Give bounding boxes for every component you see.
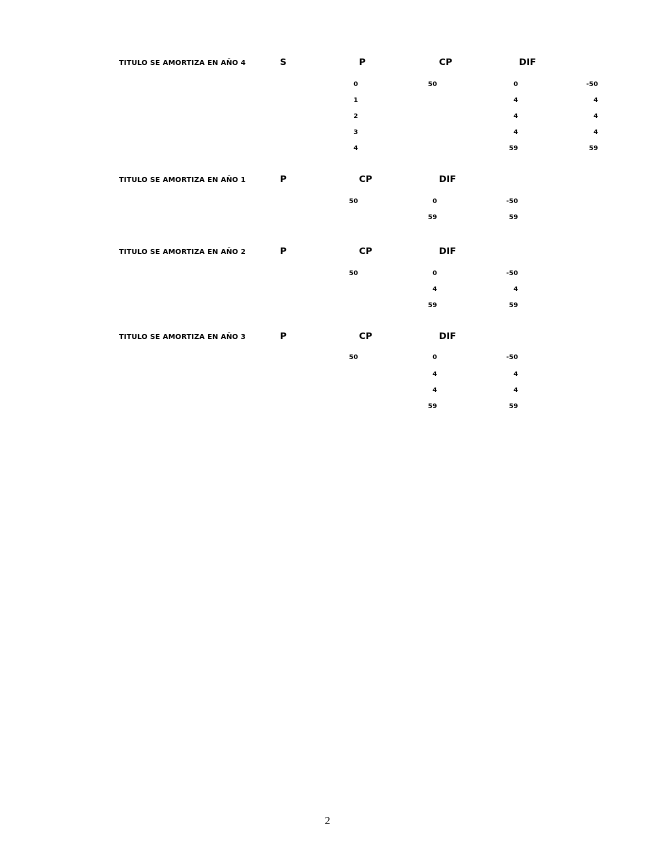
cell-s: 4 <box>353 144 358 152</box>
page-number: 2 <box>324 815 331 827</box>
header-p: P <box>280 175 287 185</box>
cell-dif: 59 <box>588 144 598 152</box>
cell-s: 0 <box>353 80 358 88</box>
cell-cp: 0 <box>432 353 437 361</box>
cell-cp: 0 <box>513 80 518 88</box>
cell-cp: 4 <box>513 112 518 120</box>
cell-p: 50 <box>348 269 358 277</box>
cell-dif: 4 <box>593 128 598 136</box>
cell-cp: 59 <box>427 301 437 309</box>
section-title: TITULO SE AMORTIZA EN AÑO 1 <box>119 176 246 184</box>
cell-cp: 4 <box>432 386 437 394</box>
header-cp: CP <box>359 175 373 185</box>
section-title: TITULO SE AMORTIZA EN AÑO 3 <box>119 333 246 341</box>
cell-cp: 59 <box>427 213 437 221</box>
cell-dif: -50 <box>506 269 518 277</box>
cell-p: 50 <box>348 353 358 361</box>
cell-dif: 4 <box>513 386 518 394</box>
header-s: S <box>280 58 287 68</box>
cell-p: 50 <box>348 197 358 205</box>
header-dif: DIF <box>439 332 456 342</box>
cell-dif: -50 <box>506 353 518 361</box>
cell-dif: 59 <box>508 402 518 410</box>
cell-dif: -50 <box>506 197 518 205</box>
section-title: TITULO SE AMORTIZA EN AÑO 2 <box>119 248 246 256</box>
cell-dif: 59 <box>508 301 518 309</box>
header-cp: CP <box>359 332 373 342</box>
cell-cp: 4 <box>513 96 518 104</box>
header-cp: CP <box>359 247 373 257</box>
header-p: P <box>280 247 287 257</box>
cell-dif: 4 <box>513 370 518 378</box>
cell-cp: 59 <box>427 402 437 410</box>
cell-s: 2 <box>353 112 358 120</box>
cell-dif: -50 <box>586 80 598 88</box>
header-dif: DIF <box>439 175 456 185</box>
cell-dif: 4 <box>593 96 598 104</box>
cell-cp: 0 <box>432 197 437 205</box>
cell-s: 3 <box>353 128 358 136</box>
section-title: TITULO SE AMORTIZA EN AÑO 4 <box>119 59 246 67</box>
cell-cp: 4 <box>432 285 437 293</box>
cell-p: 50 <box>427 80 437 88</box>
cell-cp: 59 <box>508 144 518 152</box>
cell-s: 1 <box>353 96 358 104</box>
cell-cp: 0 <box>432 269 437 277</box>
header-p: P <box>280 332 287 342</box>
header-p: P <box>359 58 366 68</box>
cell-cp: 4 <box>432 370 437 378</box>
header-cp: CP <box>439 58 453 68</box>
cell-dif: 4 <box>593 112 598 120</box>
cell-cp: 4 <box>513 128 518 136</box>
header-dif: DIF <box>519 58 536 68</box>
header-dif: DIF <box>439 247 456 257</box>
cell-dif: 59 <box>508 213 518 221</box>
cell-dif: 4 <box>513 285 518 293</box>
